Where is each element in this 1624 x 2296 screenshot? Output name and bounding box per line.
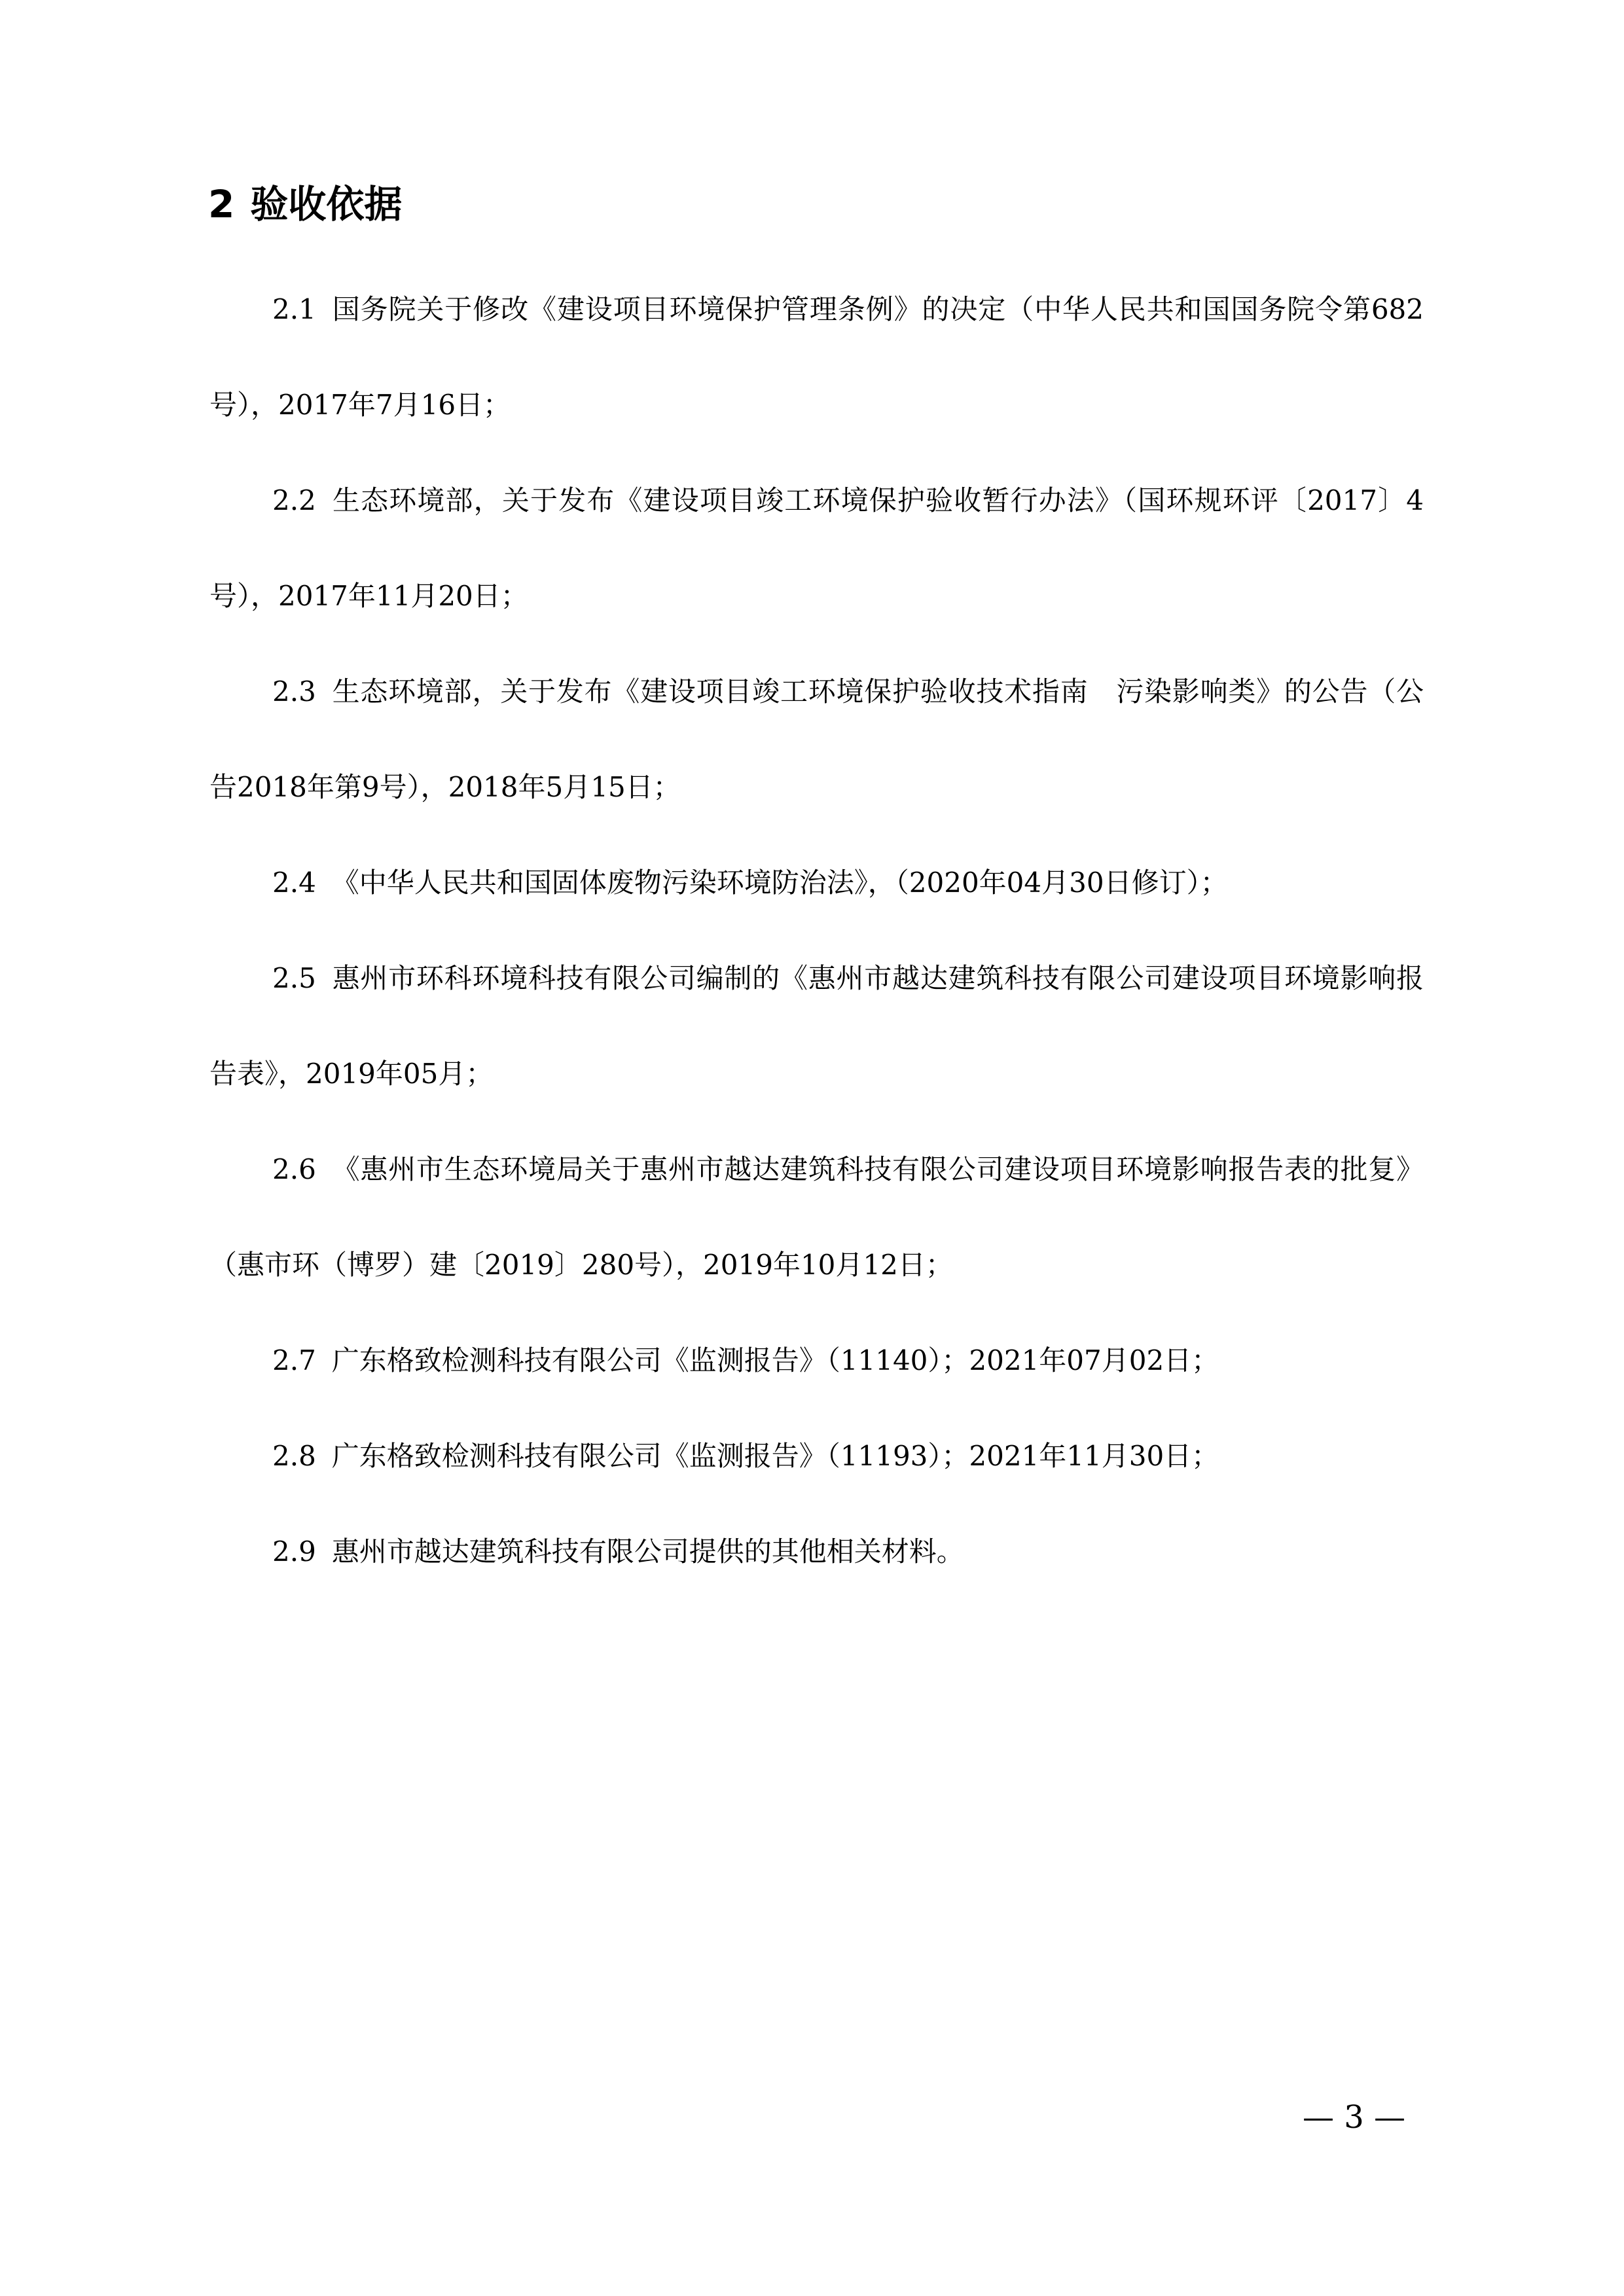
list-item — [209, 931, 1424, 1122]
section-title: 验收依据 — [250, 182, 403, 226]
list-item — [209, 1313, 1424, 1408]
item-text: 广东格致检测科技有限公司《监测报告》（11193）；2021年11月30日； — [331, 1440, 1219, 1472]
item-text: 国务院关于修改《建设项目环境保护管理条例》的决定（中华人民共和国国务院令第682号），2017年7月16日； — [209, 293, 1424, 421]
basis-list — [209, 262, 1424, 1600]
item-text: 惠州市环科环境科技有限公司编制的《惠州市越达建筑科技有限公司建设项目环境影响报告表》，2019年05月； — [209, 962, 1424, 1090]
list-item — [209, 835, 1424, 931]
item-index: 2.8 — [272, 1440, 316, 1472]
list-item — [209, 453, 1424, 644]
item-index: 2.2 — [272, 484, 316, 516]
item-index: 2.4 — [272, 867, 316, 899]
item-index: 2.3 — [272, 675, 316, 708]
item-text: 广东格致检测科技有限公司《监测报告》（11140）；2021年07月02日； — [331, 1344, 1219, 1376]
item-index: 2.1 — [272, 293, 316, 325]
item-index: 2.9 — [272, 1535, 316, 1568]
item-index: 2.6 — [272, 1153, 316, 1185]
list-item — [209, 1122, 1424, 1313]
item-text: 《惠州市生态环境局关于惠州市越达建筑科技有限公司建设项目环境影响报告表的批复》（惠市环（博罗）建〔2019〕280号），2019年10月12日； — [209, 1153, 1424, 1281]
list-item — [209, 644, 1424, 835]
section-heading — [208, 178, 402, 230]
page-number: — 3 — — [1303, 2099, 1406, 2136]
item-index: 2.5 — [272, 962, 316, 994]
list-item — [209, 1408, 1424, 1504]
item-text: 生态环境部，关于发布《建设项目竣工环境保护验收暂行办法》（国环规环评〔2017〕4号），2017年11月20日； — [209, 484, 1424, 612]
item-text: 生态环境部，关于发布《建设项目竣工环境保护验收技术指南 污染影响类》的公告（公告2018年第9号），2018年5月15日； — [209, 675, 1424, 803]
item-text: 惠州市越达建筑科技有限公司提供的其他相关材料。 — [331, 1535, 964, 1568]
item-index: 2.7 — [272, 1344, 316, 1376]
section-number: 2 — [208, 182, 235, 226]
list-item — [209, 262, 1424, 453]
list-item — [209, 1504, 1424, 1600]
item-text: 《中华人民共和国固体废物污染环境防治法》，（2020年04月30日修订）； — [331, 867, 1228, 899]
